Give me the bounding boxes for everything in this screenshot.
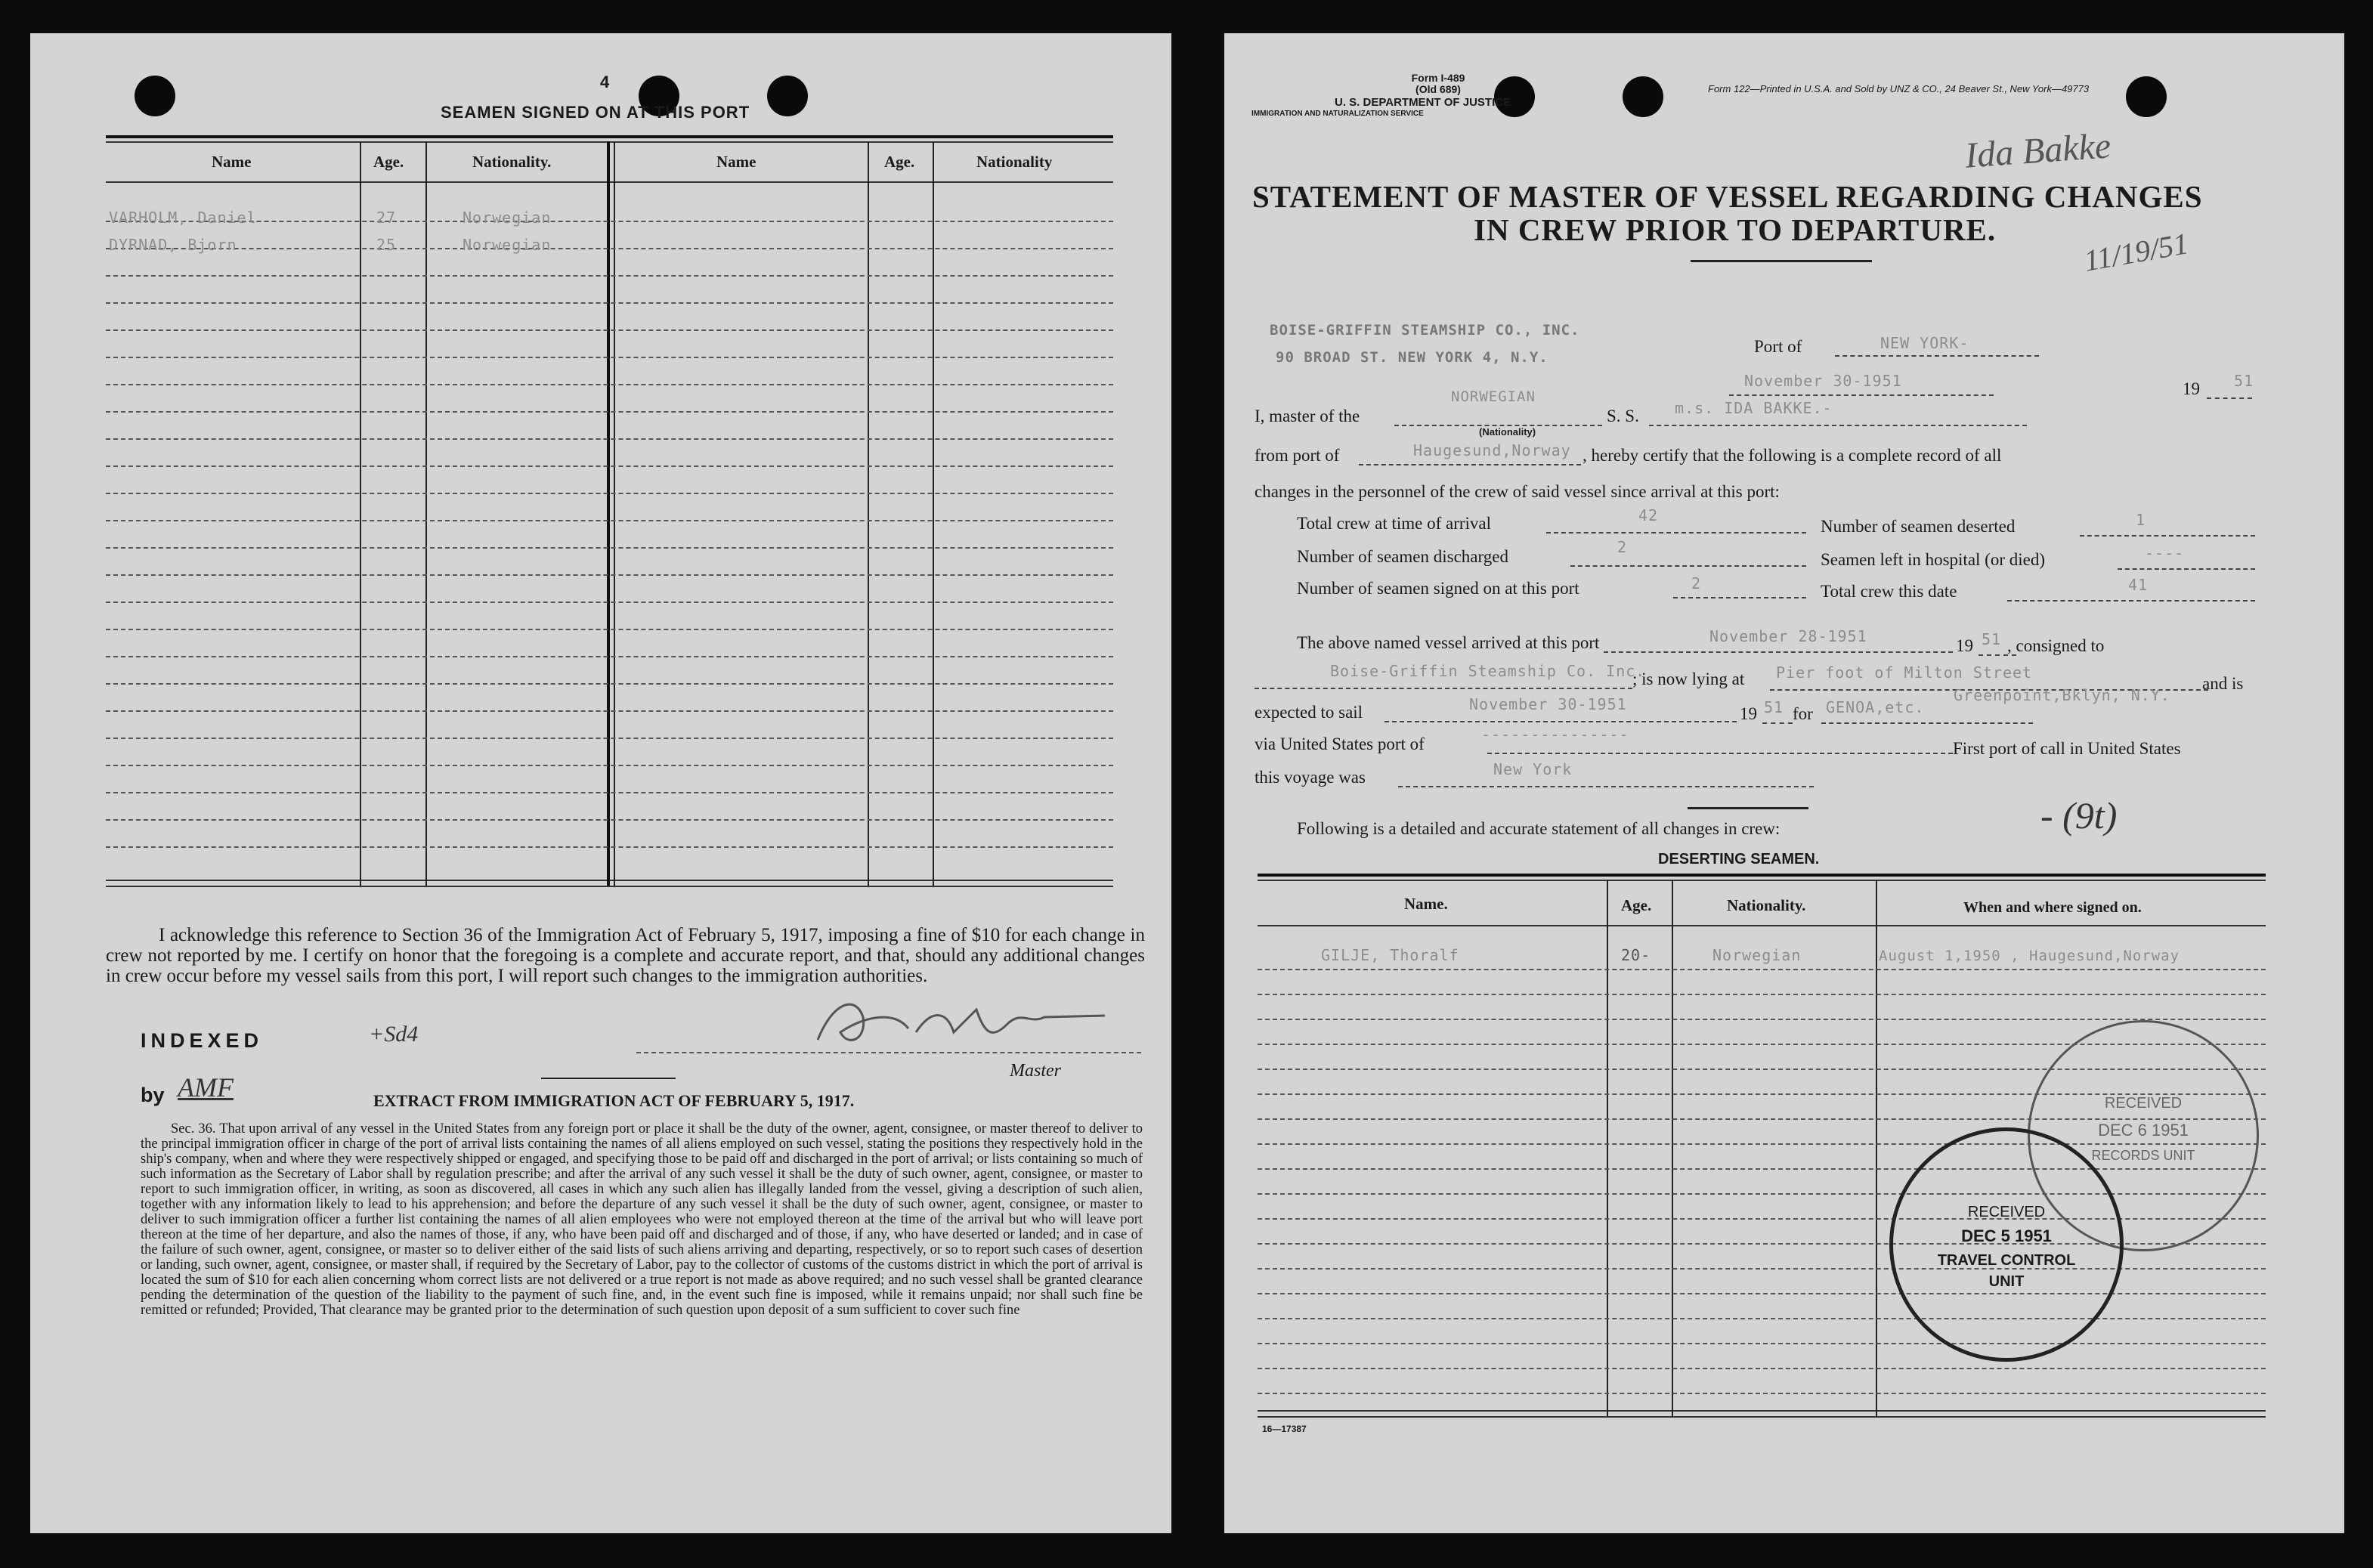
row-rule <box>1258 994 2266 995</box>
lying-value-2: Greenpoint,Bklyn, N.Y. <box>1954 686 2170 704</box>
ship-value: m.s. IDA BAKKE.- <box>1675 399 1833 417</box>
stat-value-total-crew: 41 <box>2128 576 2149 594</box>
deserting-row-age: 20- <box>1621 946 1651 964</box>
punch-hole <box>1623 76 1663 117</box>
agent-stamp-line1: BOISE-GRIFFIN STEAMSHIP CO., INC. <box>1270 322 1580 339</box>
arrived-label: The above named vessel arrived at this port <box>1297 633 1600 652</box>
punch-hole <box>767 76 808 116</box>
row-rule <box>1258 1343 2266 1344</box>
punch-hole <box>2126 76 2167 117</box>
col-header-name: Name <box>212 153 252 171</box>
deserting-heading: DESERTING SEAMEN. <box>1658 851 1820 868</box>
voyage-value: New York <box>1493 760 1573 778</box>
deserting-row-name: GILJE, Thoralf <box>1321 946 1459 964</box>
expected-year-suffix: 51 <box>1764 698 1784 716</box>
voyage-label: this voyage was <box>1255 768 1366 787</box>
row-rule <box>106 602 1113 603</box>
handwritten-ship-name: Ida Bakke <box>1963 125 2112 176</box>
footer-code: 16—17387 <box>1262 1424 1307 1434</box>
lying-label: ; is now lying at <box>1632 670 1745 688</box>
row-rule <box>106 411 1113 413</box>
row-rule <box>106 710 1113 712</box>
row-rule <box>106 819 1113 821</box>
stat-value-discharged: 2 <box>1617 538 1628 556</box>
row-rule <box>106 629 1113 630</box>
year-prefix: 19 <box>2183 379 2200 398</box>
row-rule <box>106 846 1113 848</box>
via-label: via United States port of <box>1255 735 1425 753</box>
form-id: Form I-489 (Old 689) <box>1411 72 1465 95</box>
deserting-row-nationality: Norwegian <box>1712 946 1802 964</box>
ss-label: S. S. <box>1607 407 1639 425</box>
row-rule <box>1258 1293 2266 1294</box>
table-row-nationality: Norwegian <box>463 209 552 227</box>
received-stamp-records-unit: RECEIVED DEC 6 1951 RECORDS UNIT <box>2028 1020 2259 1251</box>
for-label: for <box>1793 704 1813 723</box>
row-rule <box>106 765 1113 766</box>
handwritten-date: 11/19/51 <box>2081 226 2192 278</box>
row-rule <box>106 275 1113 277</box>
col-header-age-2: Age. <box>884 153 915 171</box>
stat-label-total-arrival: Total crew at time of arrival <box>1297 514 1492 533</box>
row-rule <box>106 384 1113 385</box>
arrived-year-prefix: 19 <box>1956 636 1973 655</box>
deserting-col-signed-on: When and where signed on. <box>1963 899 2142 916</box>
row-rule <box>106 248 1113 249</box>
row-rule <box>106 738 1113 739</box>
consignee-value: Boise-Griffin Steamship Co. Inc. <box>1330 662 1646 680</box>
stat-label-deserted: Number of seamen deserted <box>1821 517 2016 536</box>
consigned-label: , consigned to <box>2007 636 2105 655</box>
stat-value-hospital: ---- <box>2145 544 2185 562</box>
col-header-nationality: Nationality. <box>472 153 552 171</box>
table-row-name: DYRNAD, Bjorn <box>109 236 237 254</box>
row-rule <box>106 683 1113 685</box>
row-rule <box>106 547 1113 549</box>
stat-label-discharged: Number of seamen discharged <box>1297 547 1508 566</box>
received-stamp-travel-control: RECEIVED DEC 5 1951 TRAVEL CONTROL UNIT <box>1889 1127 2124 1362</box>
row-rule <box>1258 1393 2266 1394</box>
stat-label-total-crew: Total crew this date <box>1821 582 1957 601</box>
acknowledgment-text: I acknowledge this reference to Section 36 of the Immigration Act of February 5, 1917, imposing a fine of $10 for each change in crew not reported by me. I certify on honor that the foregoing is a complete and accurate report, and that, should any additional changes in crew occur before my vessel sails from this port, I will report such changes to the immigration authorities. <box>106 925 1145 986</box>
nationality-value: NORWEGIAN <box>1451 388 1536 405</box>
table-row-age: 27 <box>376 209 397 227</box>
department-header: U. S. DEPARTMENT OF JUSTICE IMMIGRATION AND NATURALIZATION SERVICE <box>1251 96 1511 118</box>
first-port-label: First port of call in United States <box>1953 739 2181 758</box>
left-heading: SEAMEN SIGNED ON AT THIS PORT <box>441 103 750 122</box>
year-suffix: 51 <box>2234 372 2254 390</box>
following-text: Following is a detailed and accurate statement of all changes in crew: <box>1297 819 1781 838</box>
by-initials: AMF <box>178 1072 234 1103</box>
lying-value: Pier foot of Milton Street <box>1776 663 2033 682</box>
pencil-note: - (9t) <box>2040 794 2118 837</box>
from-port-label: from port of <box>1255 446 1340 465</box>
row-rule <box>1258 969 2266 970</box>
master-signature <box>803 987 1120 1055</box>
stat-value-total-arrival: 42 <box>1638 506 1659 524</box>
printer-line: Form 122—Printed in U.S.A. and Sold by UNZ & CO., 24 Beaver St., New York—49773 <box>1708 83 2090 94</box>
and-is-label: and is <box>2202 674 2244 693</box>
stat-label-signed-on: Number of seamen signed on at this port <box>1297 579 1579 598</box>
deserting-seamen-statement-page <box>1224 33 2344 1533</box>
row-rule <box>106 438 1113 440</box>
from-port-value: Haugesund,Norway <box>1413 441 1571 459</box>
col-header-age: Age. <box>373 153 404 171</box>
master-of-label: I, master of the <box>1255 407 1360 425</box>
via-value: --------------- <box>1481 725 1629 744</box>
row-rule <box>106 493 1113 494</box>
table-row-age: 25 <box>376 236 397 254</box>
arrived-year-suffix: 51 <box>1982 630 2002 648</box>
row-rule <box>106 329 1113 331</box>
form-title-line1: STATEMENT OF MASTER OF VESSEL REGARDING CHANGES <box>1252 179 2203 214</box>
arrived-value: November 28-1951 <box>1709 627 1867 645</box>
expected-label: expected to sail <box>1255 703 1363 722</box>
row-rule <box>106 574 1113 576</box>
expected-year-prefix: 19 <box>1740 704 1757 723</box>
table-row-nationality: Norwegian <box>463 236 552 254</box>
stat-value-signed-on: 2 <box>1691 574 1702 592</box>
row-rule <box>106 792 1113 793</box>
row-rule <box>1258 1368 2266 1369</box>
col-header-name-2: Name <box>716 153 756 171</box>
master-label: Master <box>1010 1061 1061 1081</box>
punch-hole <box>135 76 175 116</box>
extract-text: Sec. 36. That upon arrival of any vessel in the United States from any foreign port or place it shall be the duty of the owner, agent, consignee, or master thereof to deliver to the principal immigration officer in charge of the port of arrival lists containing the names of all aliens employed on such vessel, stating the positions they respectively hold in the ship's company, when and where they were respectively shipped or engaged, and specifying those to be paid off and discharged in the port of arrival; or lists containing so much of such information as the Secretary of Labor shall by regulation prescribe; and after the arrival of any such vessel it shall be the duty of such owner, agent, consignee, or master to report to such immigration officer, in writing, as soon as discovered, all cases in which any such alien has illegally landed from the vessel, giving a description of such alien, together with any information likely to lead to his apprehension; and before the departure of any such vessel it shall be the duty of such owner, agent, consignee, or master to deliver to such immigration officer a further list containing the names of all alien employees who were not employed thereon at the time of the arrival but who will leave port thereon at the time of her departure, and also the names of those, if any, who have been paid off and discharged and of those, if any, who have deserted or landed; and in case of the failure of such owner, agent, consignee, or master so to deliver either of the said lists of such aliens arriving and departing, respectively, or so to report such cases of desertion or landing, such owner, agent, consignee, or master shall, if required by the Secretary of Labor, pay to the collector of customs of the customs district in which the port of arrival is located the sum of $10 for each alien concerning whom correct lists are not delivered or a true report is not made as above required; and no such vessel shall be granted clearance pending the determination of the question of the liability to the payment of such fine, and, in the event such fine is imposed, while it remains unpaid; nor shall such fine be remitted or refunded; Provided, That clearance may be granted prior to the determination of such question upon deposit of a sum sufficient to cover such fine <box>141 1121 1143 1318</box>
row-rule <box>106 520 1113 521</box>
seamen-signed-on-page <box>30 33 1171 1533</box>
extract-heading: EXTRACT FROM IMMIGRATION ACT OF FEBRUARY 5, 1917. <box>373 1091 855 1110</box>
row-rule <box>106 357 1113 358</box>
table-row-name: VARHOLM, Daniel <box>109 209 257 227</box>
certify-text: , hereby certify that the following is a complete record of all <box>1583 446 2002 465</box>
changes-text: changes in the personnel of the crew of said vessel since arrival at this port: <box>1255 482 1780 501</box>
row-rule <box>106 302 1113 304</box>
deserting-col-age: Age. <box>1621 896 1652 914</box>
row-rule <box>1258 1318 2266 1319</box>
row-rule <box>106 465 1113 467</box>
indexed-note: +Sd4 <box>369 1022 419 1047</box>
row-rule <box>106 221 1113 222</box>
stat-label-hospital: Seamen left in hospital (or died) <box>1821 550 2046 569</box>
row-rule <box>106 656 1113 657</box>
row-rule <box>1258 1019 2266 1020</box>
agent-stamp-line2: 90 BROAD ST. NEW YORK 4, N.Y. <box>1276 349 1548 366</box>
page-number: 4 <box>600 73 610 91</box>
deserting-col-nationality: Nationality. <box>1727 896 1806 914</box>
expected-value: November 30-1951 <box>1469 695 1627 713</box>
col-header-nationality-2: Nationality <box>976 153 1053 171</box>
date-value: November 30-1951 <box>1744 372 1902 390</box>
by-label: by <box>141 1084 165 1106</box>
deserting-row-signed-on: August 1,1950 , Haugesund,Norway <box>1879 948 2180 964</box>
stat-value-deserted: 1 <box>2136 511 2146 529</box>
nationality-caption: (Nationality) <box>1479 426 1536 438</box>
form-title-line2: IN CREW PRIOR TO DEPARTURE. <box>1474 212 1997 247</box>
indexed-label: INDEXED <box>141 1029 264 1052</box>
for-value: GENOA,etc. <box>1826 698 1925 716</box>
deserting-col-name: Name. <box>1404 895 1448 913</box>
port-of-label: Port of <box>1754 337 1802 356</box>
port-of-value: NEW YORK- <box>1880 334 1969 352</box>
